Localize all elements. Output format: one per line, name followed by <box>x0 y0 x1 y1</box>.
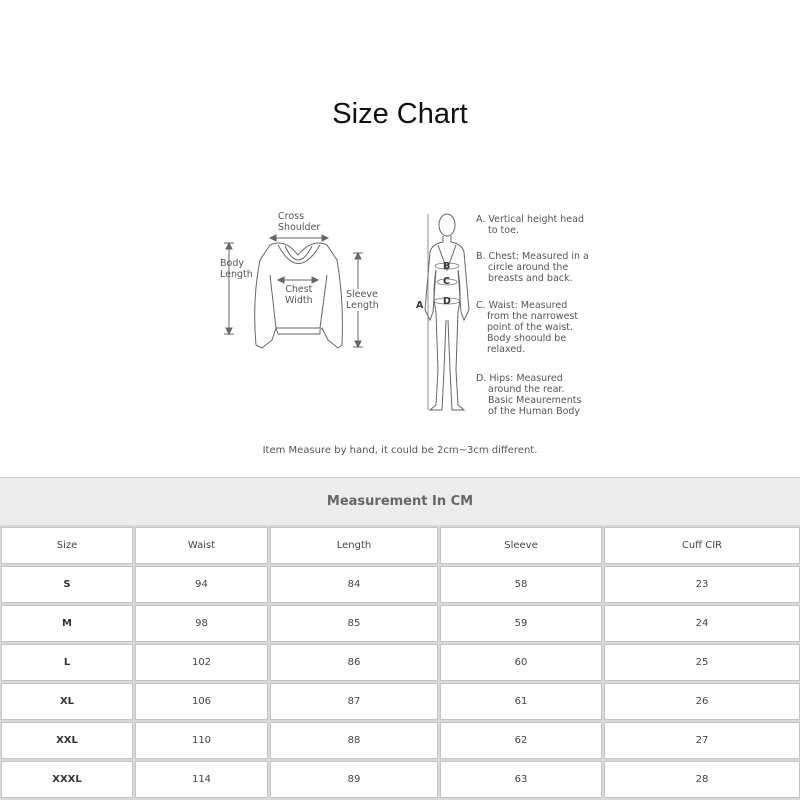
marker-c: C <box>443 276 450 287</box>
legend-d: D. Hips: Measured around the rear. Basic Meaurements of the Human Body <box>476 373 582 417</box>
table-cell: 87 <box>270 683 438 720</box>
table-cell: 25 <box>604 644 800 681</box>
table-cell: XXL <box>1 722 133 759</box>
table-cell: 98 <box>135 605 268 642</box>
marker-a: A <box>416 300 424 311</box>
table-cell: 59 <box>440 605 602 642</box>
table-cell: 102 <box>135 644 268 681</box>
table-cell: XXXL <box>1 761 133 798</box>
table-cell: 26 <box>604 683 800 720</box>
table-cell: S <box>1 566 133 603</box>
size-table <box>0 477 800 800</box>
table-header-cell: Cuff CIR <box>604 527 800 564</box>
measurement-diagram <box>0 200 800 470</box>
table-cell: 106 <box>135 683 268 720</box>
table-cell: 86 <box>270 644 438 681</box>
table-cell: 114 <box>135 761 268 798</box>
table-cell: 58 <box>440 566 602 603</box>
legend-a: A. Vertical height head to toe. <box>476 214 584 236</box>
table-cell: XL <box>1 683 133 720</box>
table-cell: 23 <box>604 566 800 603</box>
table-cell: 61 <box>440 683 602 720</box>
page-title: Size Chart <box>332 98 468 130</box>
table-cell: 85 <box>270 605 438 642</box>
table-caption: Measurement In CM <box>0 477 800 525</box>
table-header-cell: Sleeve <box>440 527 602 564</box>
table-header-cell: Size <box>1 527 133 564</box>
table-cell: L <box>1 644 133 681</box>
chest-width-label: Chest Width <box>285 284 313 306</box>
table-cell: M <box>1 605 133 642</box>
table-header-cell: Length <box>270 527 438 564</box>
table-cell: 94 <box>135 566 268 603</box>
body-length-label: Body Length <box>220 258 253 280</box>
legend-c: C. Waist: Measured from the narrowest point of the waist. Body shoould be relaxed. <box>476 300 579 355</box>
table-cell: 24 <box>604 605 800 642</box>
table-cell: 84 <box>270 566 438 603</box>
table-cell: 63 <box>440 761 602 798</box>
table-cell: 110 <box>135 722 268 759</box>
sweater-illustration <box>0 200 800 470</box>
table-header-cell: Waist <box>135 527 268 564</box>
legend-b: B. Chest: Measured in a circle around the breasts and back. <box>476 251 589 284</box>
table-cell: 28 <box>604 761 800 798</box>
marker-d: D <box>443 296 451 307</box>
sleeve-length-label: Sleeve Length <box>346 289 379 311</box>
measure-note: Item Measure by hand, it could be 2cm~3cm different. <box>262 445 538 456</box>
marker-b: B <box>443 261 451 272</box>
table-cell: 88 <box>270 722 438 759</box>
cross-shoulder-label: Cross Shoulder <box>278 211 321 233</box>
table-cell: 60 <box>440 644 602 681</box>
table-cell: 27 <box>604 722 800 759</box>
table-cell: 62 <box>440 722 602 759</box>
table-cell: 89 <box>270 761 438 798</box>
